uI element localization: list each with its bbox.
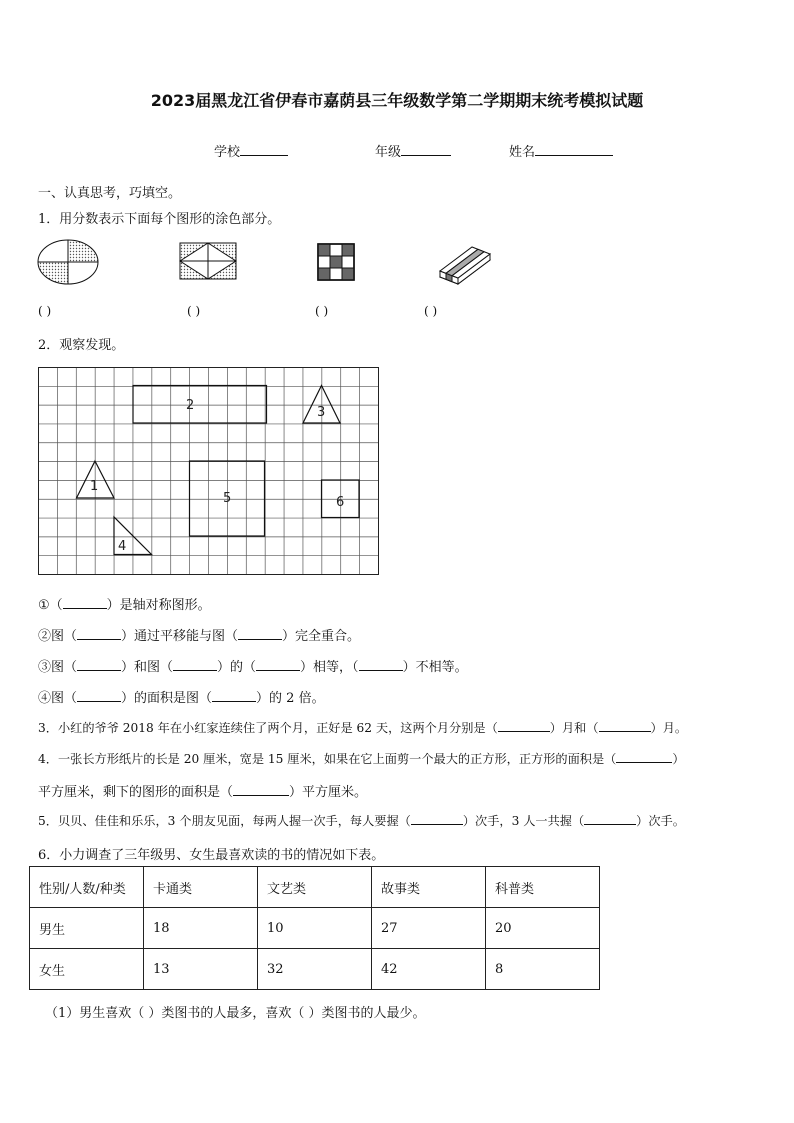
question-6-sub-1: （1）男生喜欢（ ）类图书的人最多，喜欢（ ）类图书的人最少。: [45, 1006, 426, 1021]
table-header-cell: 科普类: [486, 867, 600, 908]
q2-l3-blank-3[interactable]: [256, 659, 300, 671]
q5-blank-2[interactable]: [584, 813, 636, 825]
section-heading: 一、认真思考，巧填空。: [38, 186, 182, 201]
q1-answer-1[interactable]: ( ): [38, 304, 52, 318]
name-blank[interactable]: [535, 143, 613, 156]
q2-line-3: [38, 656, 468, 675]
q2-l2-blank-2[interactable]: [238, 628, 282, 640]
question-1: 1．用分数表示下面每个图形的涂色部分。: [38, 212, 281, 227]
q4-blank-1[interactable]: [616, 751, 672, 763]
q2-l3-text-a: ③图（: [38, 660, 78, 675]
q2-l3-blank-1[interactable]: [77, 659, 121, 671]
q2-line-1: [38, 594, 211, 613]
question-4-line-2: [38, 781, 367, 800]
q2-l4-blank-1[interactable]: [77, 690, 121, 702]
q4-text-c: 平方厘米，剩下的图形的面积是（: [38, 785, 234, 800]
table-cell: 42: [372, 949, 486, 990]
q2-l2-text-a: ②图（: [38, 629, 78, 644]
page-title: 2023届黑龙江省伊春市嘉荫县三年级数学第二学期期末统考模拟试题: [150, 91, 644, 110]
q2-grid-figure: [38, 367, 380, 577]
q4-text-a: 4．一张长方形纸片的长是 20 厘米，宽是 15 厘米，如果在它上面剪一个最大的正方形，正方形的面积是（: [38, 752, 617, 766]
q2-l1-blank[interactable]: [63, 597, 107, 609]
grade-blank[interactable]: [401, 143, 451, 156]
q4-text-b: ）: [672, 752, 685, 766]
q5-text-b: ）次手，3 人一共握（: [462, 814, 585, 828]
table-cell: 10: [258, 908, 372, 949]
q2-l4-text-a: ④图（: [38, 691, 78, 706]
q4-text-d: ）平方厘米。: [289, 785, 368, 800]
shape-label-3: 3: [317, 405, 326, 420]
grade-label: 年级: [375, 145, 402, 160]
table-header-cell: 性别/人数/种类: [30, 867, 144, 908]
shape-label-5: 5: [223, 491, 232, 506]
q2-l2-text-c: ）完全重合。: [282, 629, 361, 644]
q3-text-c: ）月。: [650, 721, 688, 735]
q5-text-a: 5．贝贝、佳佳和乐乐，3 个朋友见面，每两人握一次手，每人要握（: [38, 814, 411, 828]
q1-answer-3[interactable]: ( ): [315, 304, 329, 318]
q2-l1-text-a: ①（: [38, 598, 63, 613]
q2-l1-text-b: ）是轴对称图形。: [106, 598, 211, 613]
table-cell: 女生: [30, 949, 144, 990]
q2-l3-blank-4[interactable]: [359, 659, 403, 671]
table-cell: 13: [144, 949, 258, 990]
table-cell: 男生: [30, 908, 144, 949]
table-row: [30, 908, 600, 949]
shape-label-4: 4: [118, 539, 127, 554]
table-cell: 27: [372, 908, 486, 949]
grade-field: [375, 141, 451, 160]
q2-l4-text-b: ）的面积是图（: [121, 691, 213, 706]
school-blank[interactable]: [240, 143, 288, 156]
q5-text-c: ）次手。: [636, 814, 685, 828]
q2-l2-blank-1[interactable]: [77, 628, 121, 640]
books-table: [29, 866, 600, 990]
q1-figures: [0, 235, 794, 295]
table-header-cell: 文艺类: [258, 867, 372, 908]
shape-label-2: 2: [186, 398, 195, 413]
question-3: [38, 719, 687, 736]
q2-l3-text-e: ）不相等。: [402, 660, 468, 675]
table-header-cell: 卡通类: [144, 867, 258, 908]
question-5: [38, 812, 685, 829]
q2-line-4: [38, 687, 325, 706]
shape-label-1: 1: [90, 479, 99, 494]
q3-blank-2[interactable]: [599, 720, 651, 732]
question-2: 2．观察发现。: [38, 338, 125, 353]
rhombus-rectangle-figure: [180, 243, 236, 279]
q2-l3-blank-2[interactable]: [173, 659, 217, 671]
table-cell: 20: [486, 908, 600, 949]
school-label: 学校: [214, 145, 241, 160]
q2-l4-text-c: ）的 2 倍。: [256, 691, 325, 706]
shape-label-6: 6: [336, 495, 345, 510]
table-cell: 32: [258, 949, 372, 990]
q2-l3-text-c: ）的（: [217, 660, 257, 675]
q2-l3-text-b: ）和图（: [121, 660, 174, 675]
q4-blank-2[interactable]: [233, 784, 289, 796]
table-row: [30, 949, 600, 990]
q2-l3-text-d: ）相等，（: [300, 660, 359, 675]
name-field: [509, 141, 613, 160]
table-header-cell: 故事类: [372, 867, 486, 908]
cuboid-bars-figure: [440, 247, 490, 284]
q2-line-2: [38, 625, 360, 644]
question-6: 6．小力调查了三年级男、女生最喜欢读的书的情况如下表。: [38, 848, 385, 863]
q3-text-b: ）月和（: [549, 721, 599, 735]
q2-l4-blank-2[interactable]: [212, 690, 256, 702]
table-header-row: [30, 867, 600, 908]
table-cell: 18: [144, 908, 258, 949]
q3-blank-1[interactable]: [498, 720, 550, 732]
q5-blank-1[interactable]: [411, 813, 463, 825]
q2-l2-text-b: ）通过平移能与图（: [121, 629, 239, 644]
q3-text-a: 3．小红的爷爷 2018 年在小红家连续住了两个月，正好是 62 天，这两个月分别是（: [38, 721, 498, 735]
school-field: [214, 141, 288, 160]
q1-answer-4[interactable]: ( ): [424, 304, 438, 318]
q1-answer-2[interactable]: ( ): [187, 304, 201, 318]
table-cell: 8: [486, 949, 600, 990]
name-label: 姓名: [509, 145, 536, 160]
question-4-line-1: [38, 750, 685, 767]
grid-square-figure: [318, 244, 354, 280]
ellipse-figure: [38, 240, 98, 284]
